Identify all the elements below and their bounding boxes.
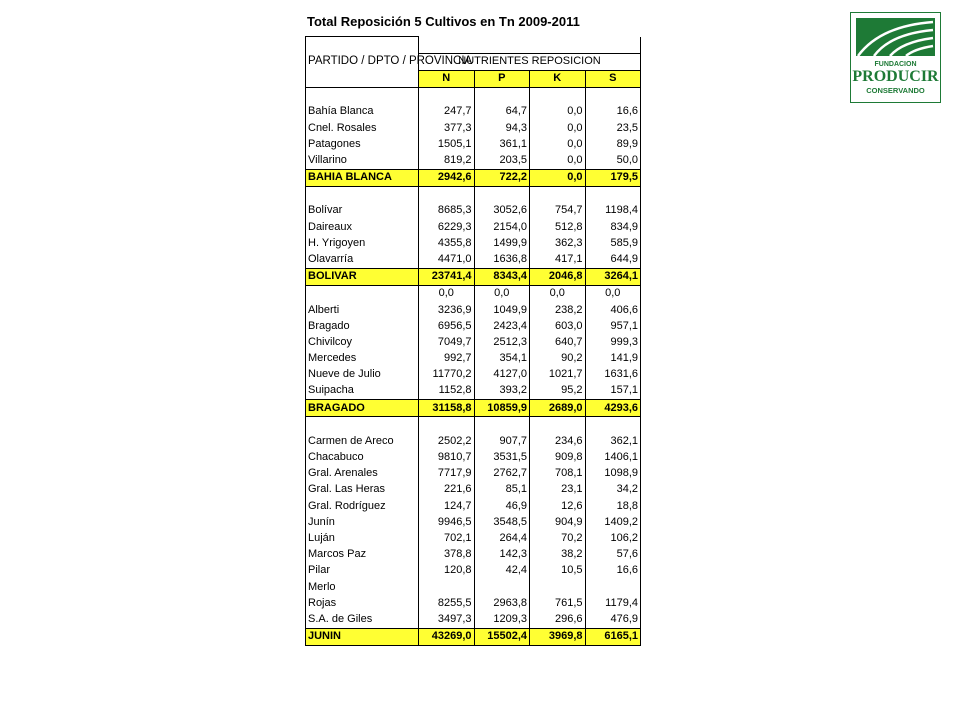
- k-cell: 761,5: [530, 595, 586, 611]
- k-cell: 2689,0: [530, 400, 586, 417]
- s-cell: 476,9: [585, 611, 641, 628]
- k-cell: 417,1: [530, 251, 586, 268]
- p-cell: 0,0: [474, 285, 530, 302]
- table-row: [306, 136, 641, 152]
- col-header-p: P: [474, 70, 530, 87]
- table-row: [306, 563, 641, 579]
- n-cell: 377,3: [419, 120, 475, 136]
- partido-cell: Gral. Las Heras: [306, 482, 419, 498]
- empty-cell: [306, 417, 419, 434]
- partido-cell: Villarino: [306, 152, 419, 169]
- p-cell: 2963,8: [474, 595, 530, 611]
- n-cell: 120,8: [419, 563, 475, 579]
- subtotal-row: [306, 628, 641, 645]
- empty-cell: [419, 87, 475, 104]
- k-cell: 70,2: [530, 530, 586, 546]
- k-cell: 3969,8: [530, 628, 586, 645]
- subtotal-row: [306, 268, 641, 285]
- p-cell: 722,2: [474, 169, 530, 186]
- n-cell: 4471,0: [419, 251, 475, 268]
- partido-cell: Carmen de Areco: [306, 433, 419, 449]
- n-cell: 992,7: [419, 351, 475, 367]
- s-cell: 999,3: [585, 334, 641, 350]
- k-cell: 1021,7: [530, 367, 586, 383]
- spacer-row: [306, 87, 641, 104]
- partido-cell: Gral. Rodríguez: [306, 498, 419, 514]
- p-cell: [474, 579, 530, 595]
- empty-cell: [306, 186, 419, 203]
- table-row: [306, 235, 641, 251]
- p-cell: 393,2: [474, 383, 530, 400]
- table-row: [306, 433, 641, 449]
- subtotal-row: [306, 169, 641, 186]
- s-cell: 23,5: [585, 120, 641, 136]
- n-cell: 43269,0: [419, 628, 475, 645]
- p-cell: 46,9: [474, 498, 530, 514]
- n-cell: 2502,2: [419, 433, 475, 449]
- spacer-row: [306, 417, 641, 434]
- p-cell: 264,4: [474, 530, 530, 546]
- table-row: [306, 351, 641, 367]
- s-cell: 50,0: [585, 152, 641, 169]
- s-cell: 16,6: [585, 104, 641, 120]
- empty-cell: [419, 186, 475, 203]
- n-cell: 221,6: [419, 482, 475, 498]
- p-cell: 3548,5: [474, 514, 530, 530]
- n-cell: 6956,5: [419, 318, 475, 334]
- n-cell: 702,1: [419, 530, 475, 546]
- n-cell: 2942,6: [419, 169, 475, 186]
- partido-cell: Chacabuco: [306, 449, 419, 465]
- table-row: [306, 334, 641, 350]
- table-row: [306, 120, 641, 136]
- k-cell: 904,9: [530, 514, 586, 530]
- s-cell: 16,6: [585, 563, 641, 579]
- empty-cell: [585, 417, 641, 434]
- p-cell: 42,4: [474, 563, 530, 579]
- table-row: [306, 104, 641, 120]
- s-cell: 644,9: [585, 251, 641, 268]
- n-cell: 124,7: [419, 498, 475, 514]
- table-row: [306, 482, 641, 498]
- n-cell: 31158,8: [419, 400, 475, 417]
- empty-cell: [530, 417, 586, 434]
- n-cell: 3236,9: [419, 302, 475, 318]
- col-header-s: S: [585, 70, 641, 87]
- k-cell: 909,8: [530, 449, 586, 465]
- s-cell: 6165,1: [585, 628, 641, 645]
- table-row: [306, 302, 641, 318]
- n-cell: 1505,1: [419, 136, 475, 152]
- p-cell: 2762,7: [474, 466, 530, 482]
- partido-cell: Mercedes: [306, 351, 419, 367]
- empty-cell: [585, 186, 641, 203]
- empty-cell: [419, 417, 475, 434]
- s-cell: 362,1: [585, 433, 641, 449]
- empty-cell: [585, 87, 641, 104]
- partido-cell: Pilar: [306, 563, 419, 579]
- partido-cell: H. Yrigoyen: [306, 235, 419, 251]
- p-cell: 94,3: [474, 120, 530, 136]
- col-header-k: K: [530, 70, 586, 87]
- nutrients-header: NUTRIENTES REPOSICION: [419, 53, 641, 70]
- p-cell: 2423,4: [474, 318, 530, 334]
- k-cell: 238,2: [530, 302, 586, 318]
- n-cell: 23741,4: [419, 268, 475, 285]
- p-cell: 3052,6: [474, 203, 530, 219]
- partido-cell: S.A. de Giles: [306, 611, 419, 628]
- p-cell: 1209,3: [474, 611, 530, 628]
- partido-cell: Bahía Blanca: [306, 104, 419, 120]
- s-cell: 1179,4: [585, 595, 641, 611]
- s-cell: 1631,6: [585, 367, 641, 383]
- k-cell: 362,3: [530, 235, 586, 251]
- partido-cell: BOLIVAR: [306, 268, 419, 285]
- n-cell: 1152,8: [419, 383, 475, 400]
- n-cell: 9810,7: [419, 449, 475, 465]
- table-row: [306, 318, 641, 334]
- s-cell: 141,9: [585, 351, 641, 367]
- s-cell: [585, 579, 641, 595]
- table-row: [306, 449, 641, 465]
- p-cell: 10859,9: [474, 400, 530, 417]
- s-cell: 89,9: [585, 136, 641, 152]
- fundacion-producir-conservando-logo: [850, 12, 941, 103]
- k-cell: 0,0: [530, 285, 586, 302]
- k-cell: 0,0: [530, 152, 586, 169]
- table-row: [306, 466, 641, 482]
- n-cell: 7717,9: [419, 466, 475, 482]
- n-cell: 3497,3: [419, 611, 475, 628]
- k-cell: 0,0: [530, 120, 586, 136]
- spacer-row: [306, 186, 641, 203]
- n-cell: 0,0: [419, 285, 475, 302]
- k-cell: 2046,8: [530, 268, 586, 285]
- n-cell: 6229,3: [419, 219, 475, 235]
- s-cell: 834,9: [585, 219, 641, 235]
- empty-cell: [474, 417, 530, 434]
- s-cell: 57,6: [585, 547, 641, 563]
- table-row: [306, 251, 641, 268]
- empty-cell: [474, 87, 530, 104]
- k-cell: 512,8: [530, 219, 586, 235]
- table-row: [306, 152, 641, 169]
- k-cell: 10,5: [530, 563, 586, 579]
- p-cell: 4127,0: [474, 367, 530, 383]
- k-cell: 95,2: [530, 383, 586, 400]
- p-cell: 361,1: [474, 136, 530, 152]
- p-cell: 203,5: [474, 152, 530, 169]
- partido-cell: Nueve de Julio: [306, 367, 419, 383]
- s-cell: 957,1: [585, 318, 641, 334]
- n-cell: 7049,7: [419, 334, 475, 350]
- s-cell: 1098,9: [585, 466, 641, 482]
- table-title: Total Reposición 5 Cultivos en Tn 2009-2011: [307, 14, 580, 29]
- p-cell: 1636,8: [474, 251, 530, 268]
- k-cell: 640,7: [530, 334, 586, 350]
- n-cell: 9946,5: [419, 514, 475, 530]
- logo-line3: CONSERVANDO: [866, 86, 925, 95]
- s-cell: 4293,6: [585, 400, 641, 417]
- table-row: [306, 530, 641, 546]
- partido-cell: Merlo: [306, 579, 419, 595]
- n-cell: [419, 579, 475, 595]
- k-cell: [530, 579, 586, 595]
- table-row: [306, 285, 641, 302]
- empty-cell: [530, 87, 586, 104]
- nutrient-table: [305, 36, 641, 646]
- partido-cell: Daireaux: [306, 219, 419, 235]
- partido-cell: Olavarría: [306, 251, 419, 268]
- partido-cell: [306, 285, 419, 302]
- k-cell: 12,6: [530, 498, 586, 514]
- n-cell: 8685,3: [419, 203, 475, 219]
- group-column-header: PARTIDO / DPTO / PROVINCIA: [306, 37, 419, 88]
- partido-cell: Suipacha: [306, 383, 419, 400]
- s-cell: 179,5: [585, 169, 641, 186]
- logo-line2: PRODUCIR: [852, 68, 939, 85]
- k-cell: 0,0: [530, 136, 586, 152]
- p-cell: 142,3: [474, 547, 530, 563]
- partido-cell: JUNIN: [306, 628, 419, 645]
- partido-cell: BAHIA BLANCA: [306, 169, 419, 186]
- empty-cell: [474, 186, 530, 203]
- k-cell: 38,2: [530, 547, 586, 563]
- k-cell: 296,6: [530, 611, 586, 628]
- s-cell: 1406,1: [585, 449, 641, 465]
- col-header-n: N: [419, 70, 475, 87]
- n-cell: 11770,2: [419, 367, 475, 383]
- partido-cell: Chivilcoy: [306, 334, 419, 350]
- subtotal-row: [306, 400, 641, 417]
- partido-cell: Junín: [306, 514, 419, 530]
- n-cell: 247,7: [419, 104, 475, 120]
- k-cell: 708,1: [530, 466, 586, 482]
- table-row: [306, 595, 641, 611]
- table-row: [306, 579, 641, 595]
- k-cell: 0,0: [530, 169, 586, 186]
- k-cell: 754,7: [530, 203, 586, 219]
- s-cell: 18,8: [585, 498, 641, 514]
- table-row: [306, 383, 641, 400]
- s-cell: 406,6: [585, 302, 641, 318]
- partido-cell: Alberti: [306, 302, 419, 318]
- logo-line1: FUNDACION: [874, 61, 917, 68]
- p-cell: 3531,5: [474, 449, 530, 465]
- n-cell: 819,2: [419, 152, 475, 169]
- s-cell: 0,0: [585, 285, 641, 302]
- p-cell: 64,7: [474, 104, 530, 120]
- n-cell: 378,8: [419, 547, 475, 563]
- p-cell: 1499,9: [474, 235, 530, 251]
- p-cell: 907,7: [474, 433, 530, 449]
- partido-cell: Luján: [306, 530, 419, 546]
- n-cell: 8255,5: [419, 595, 475, 611]
- p-cell: 15502,4: [474, 628, 530, 645]
- p-cell: 8343,4: [474, 268, 530, 285]
- table-row: [306, 498, 641, 514]
- p-cell: 354,1: [474, 351, 530, 367]
- s-cell: 106,2: [585, 530, 641, 546]
- partido-cell: Bragado: [306, 318, 419, 334]
- s-cell: 34,2: [585, 482, 641, 498]
- partido-cell: Rojas: [306, 595, 419, 611]
- k-cell: 603,0: [530, 318, 586, 334]
- partido-cell: Cnel. Rosales: [306, 120, 419, 136]
- table-row: [306, 219, 641, 235]
- partido-cell: Gral. Arenales: [306, 466, 419, 482]
- logo-icon: [850, 12, 941, 103]
- k-cell: 90,2: [530, 351, 586, 367]
- table-row: [306, 514, 641, 530]
- p-cell: 2512,3: [474, 334, 530, 350]
- empty-cell: [306, 87, 419, 104]
- table-row: [306, 547, 641, 563]
- partido-cell: Patagones: [306, 136, 419, 152]
- header-spacer: [419, 37, 641, 54]
- table-row: [306, 367, 641, 383]
- n-cell: 4355,8: [419, 235, 475, 251]
- s-cell: 585,9: [585, 235, 641, 251]
- k-cell: 23,1: [530, 482, 586, 498]
- s-cell: 1198,4: [585, 203, 641, 219]
- partido-cell: Bolívar: [306, 203, 419, 219]
- s-cell: 1409,2: [585, 514, 641, 530]
- p-cell: 1049,9: [474, 302, 530, 318]
- s-cell: 3264,1: [585, 268, 641, 285]
- empty-cell: [530, 186, 586, 203]
- s-cell: 157,1: [585, 383, 641, 400]
- k-cell: 0,0: [530, 104, 586, 120]
- p-cell: 2154,0: [474, 219, 530, 235]
- p-cell: 85,1: [474, 482, 530, 498]
- partido-cell: Marcos Paz: [306, 547, 419, 563]
- table-row: [306, 611, 641, 628]
- k-cell: 234,6: [530, 433, 586, 449]
- partido-cell: BRAGADO: [306, 400, 419, 417]
- table-body: [306, 87, 641, 645]
- table-row: [306, 203, 641, 219]
